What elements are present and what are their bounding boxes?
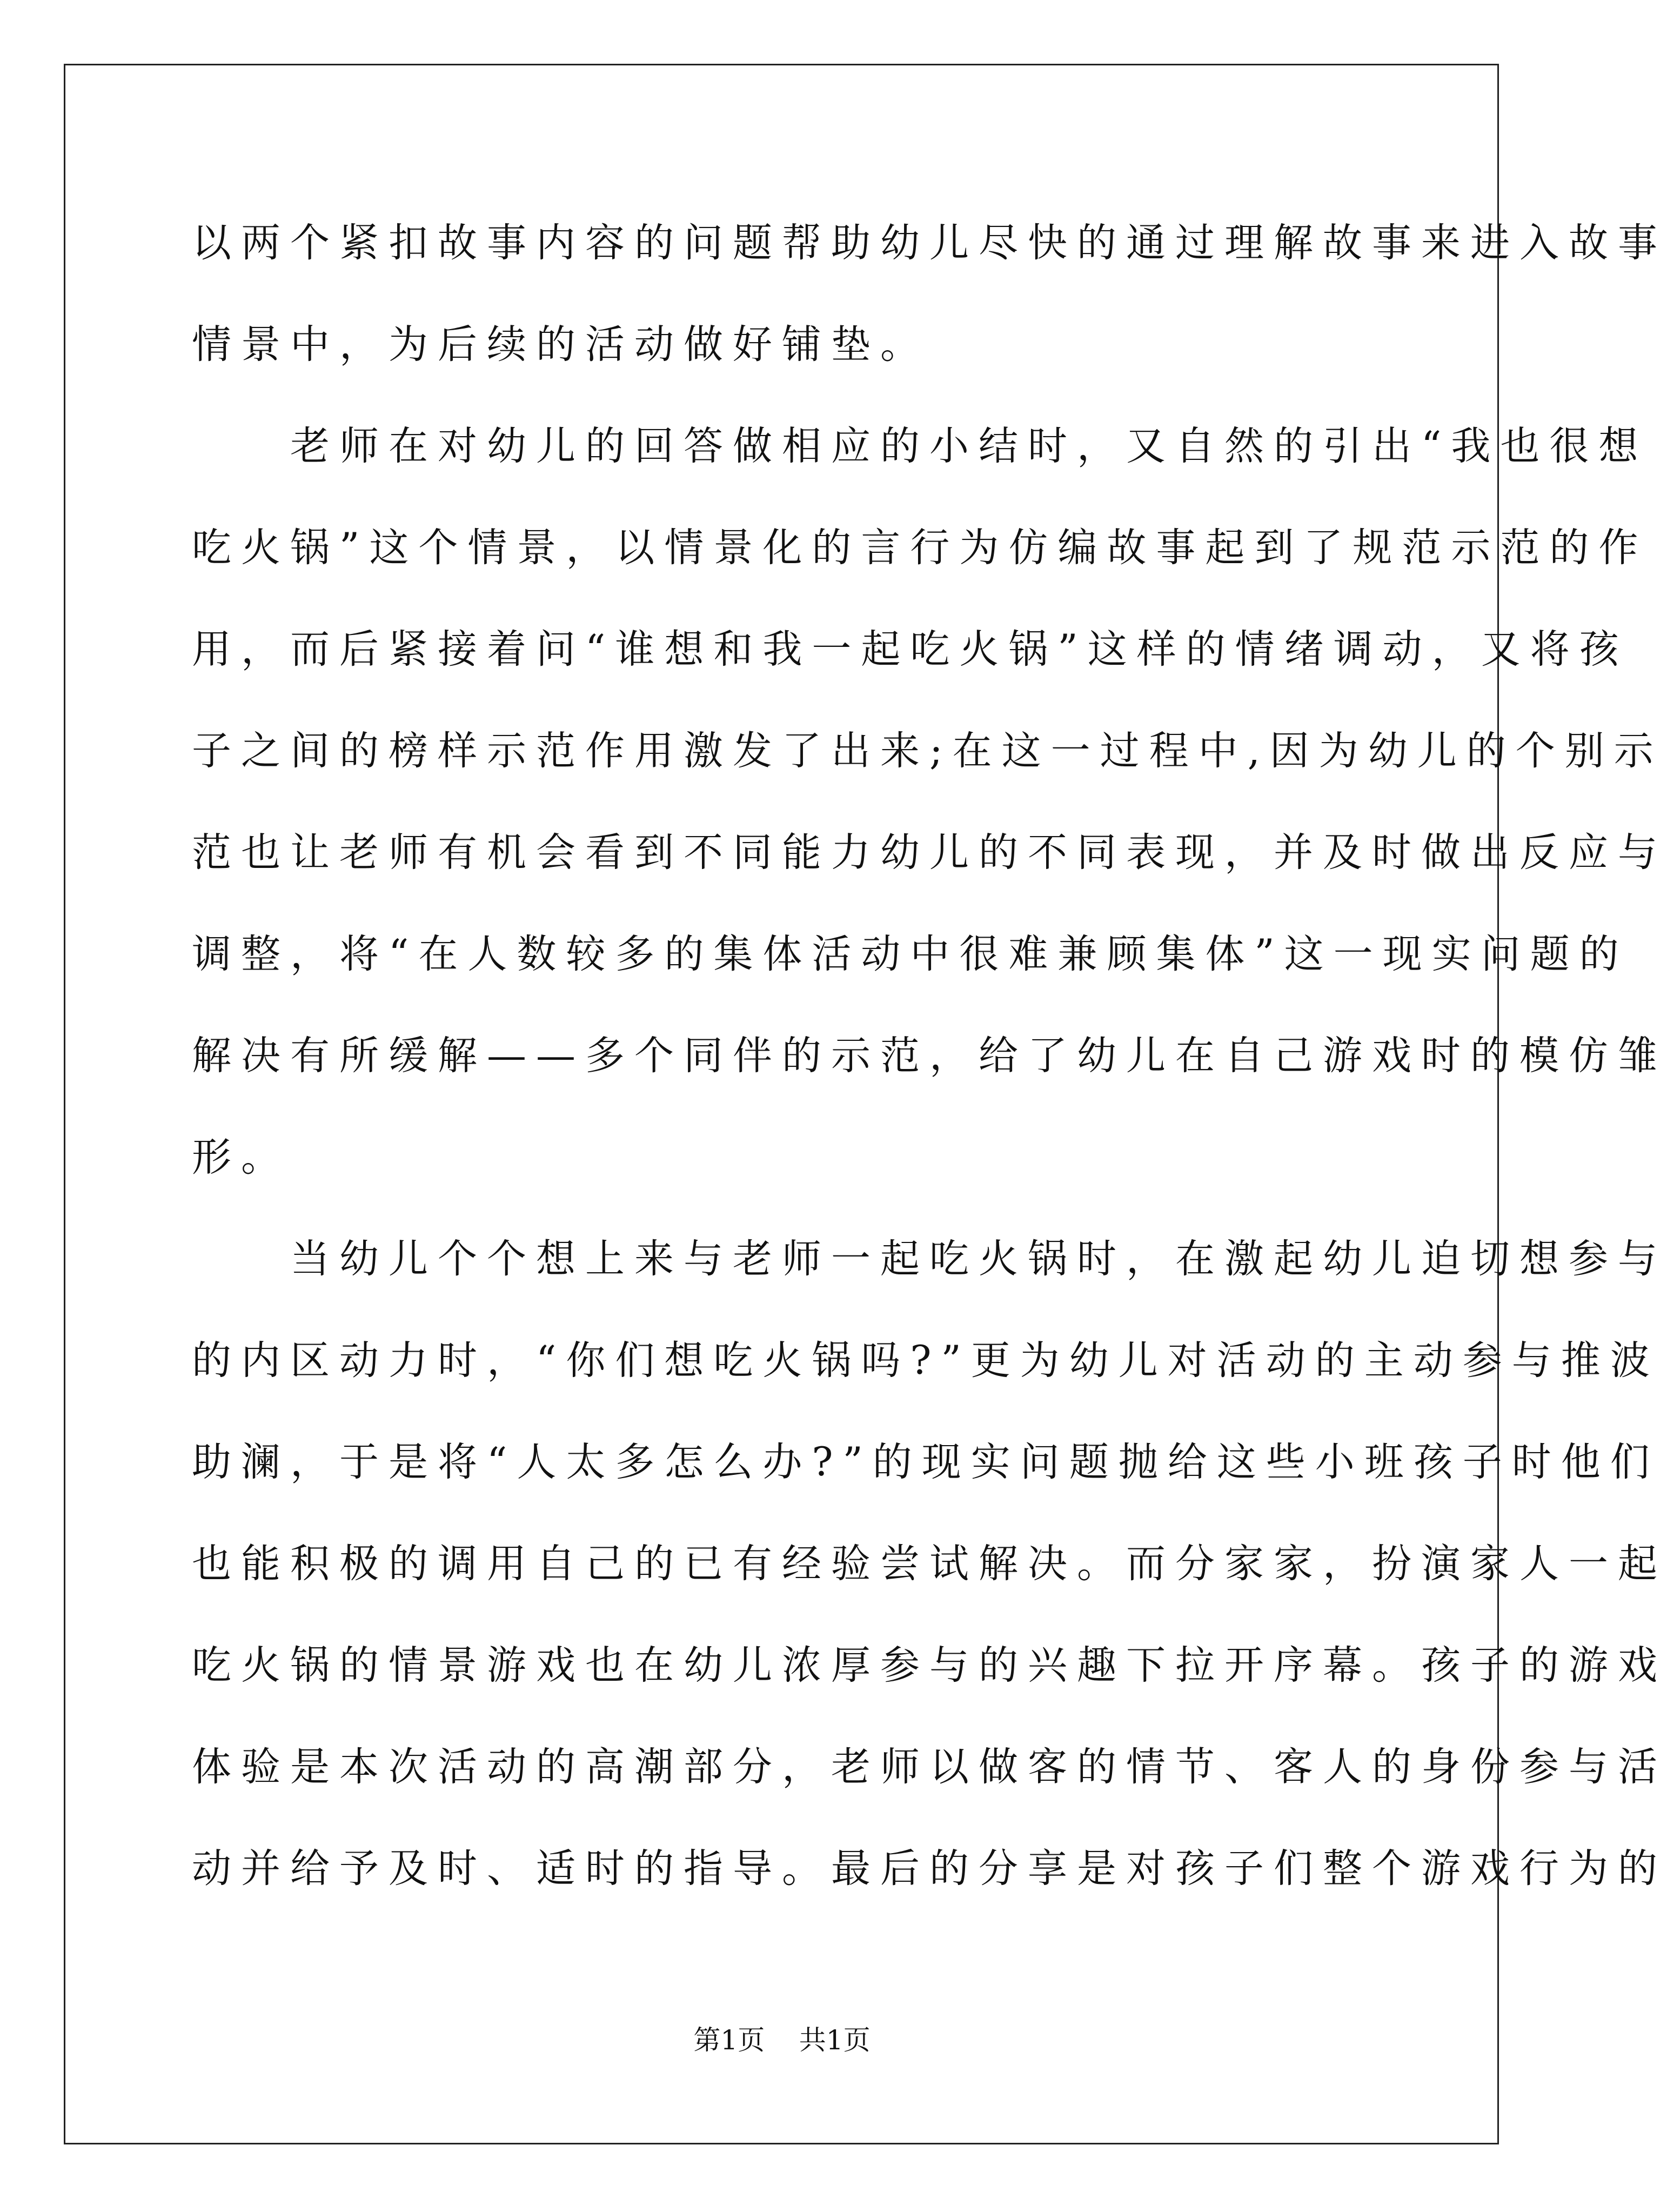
text-line: 当幼儿个个想上来与老师一起吃火锅时，在激起幼儿迫切想参与 — [192, 1236, 1667, 1282]
text-line: 吃火锅”这个情景，以情景化的言行为仿编故事起到了规范示范的作 — [192, 525, 1648, 571]
text-line: 以两个紧扣故事内容的问题帮助幼儿尽快的通过理解故事来进入故事 — [192, 220, 1667, 266]
text-line: 助澜，于是将“人太多怎么办?”的现实问题抛给这些小班孩子时他们 — [192, 1439, 1659, 1485]
text-line: 老师在对幼儿的回答做相应的小结时，又自然的引出“我也很想 — [192, 423, 1648, 469]
page-footer: 第1页 共1页 — [693, 2024, 871, 2056]
text-line: 解决有所缓解——多个同伴的示范，给了幼儿在自己游戏时的模仿雏 — [192, 1033, 1667, 1079]
text-line: 动并给予及时、适时的指导。最后的分享是对孩子们整个游戏行为的 — [192, 1846, 1667, 1892]
document-body — [192, 211, 1667, 1938]
text-line: 也能积极的调用自己的已有经验尝试解决。而分家家，扮演家人一起 — [192, 1541, 1667, 1587]
text-line: 情景中，为后续的活动做好铺垫。 — [192, 322, 929, 367]
text-line: 吃火锅的情景游戏也在幼儿浓厚参与的兴趣下拉开序幕。孩子的游戏 — [192, 1642, 1667, 1688]
text-line: 调整，将“在人数较多的集体活动中很难兼顾集体”这一现实问题的 — [192, 931, 1629, 977]
text-line: 范也让老师有机会看到不同能力幼儿的不同表现，并及时做出反应与 — [192, 830, 1667, 876]
text-line: 体验是本次活动的高潮部分，老师以做客的情节、客人的身份参与活 — [192, 1744, 1667, 1790]
text-line: 的内区动力时，“你们想吃火锅吗?”更为幼儿对活动的主动参与推波 — [192, 1338, 1659, 1384]
text-line: 形。 — [192, 1134, 290, 1180]
text-line: 子之间的榜样示范作用激发了出来;在这一过程中,因为幼儿的个别示 — [192, 728, 1663, 774]
text-line: 用，而后紧接着问“谁想和我一起吃火锅”这样的情绪调动，又将孩 — [192, 626, 1629, 672]
